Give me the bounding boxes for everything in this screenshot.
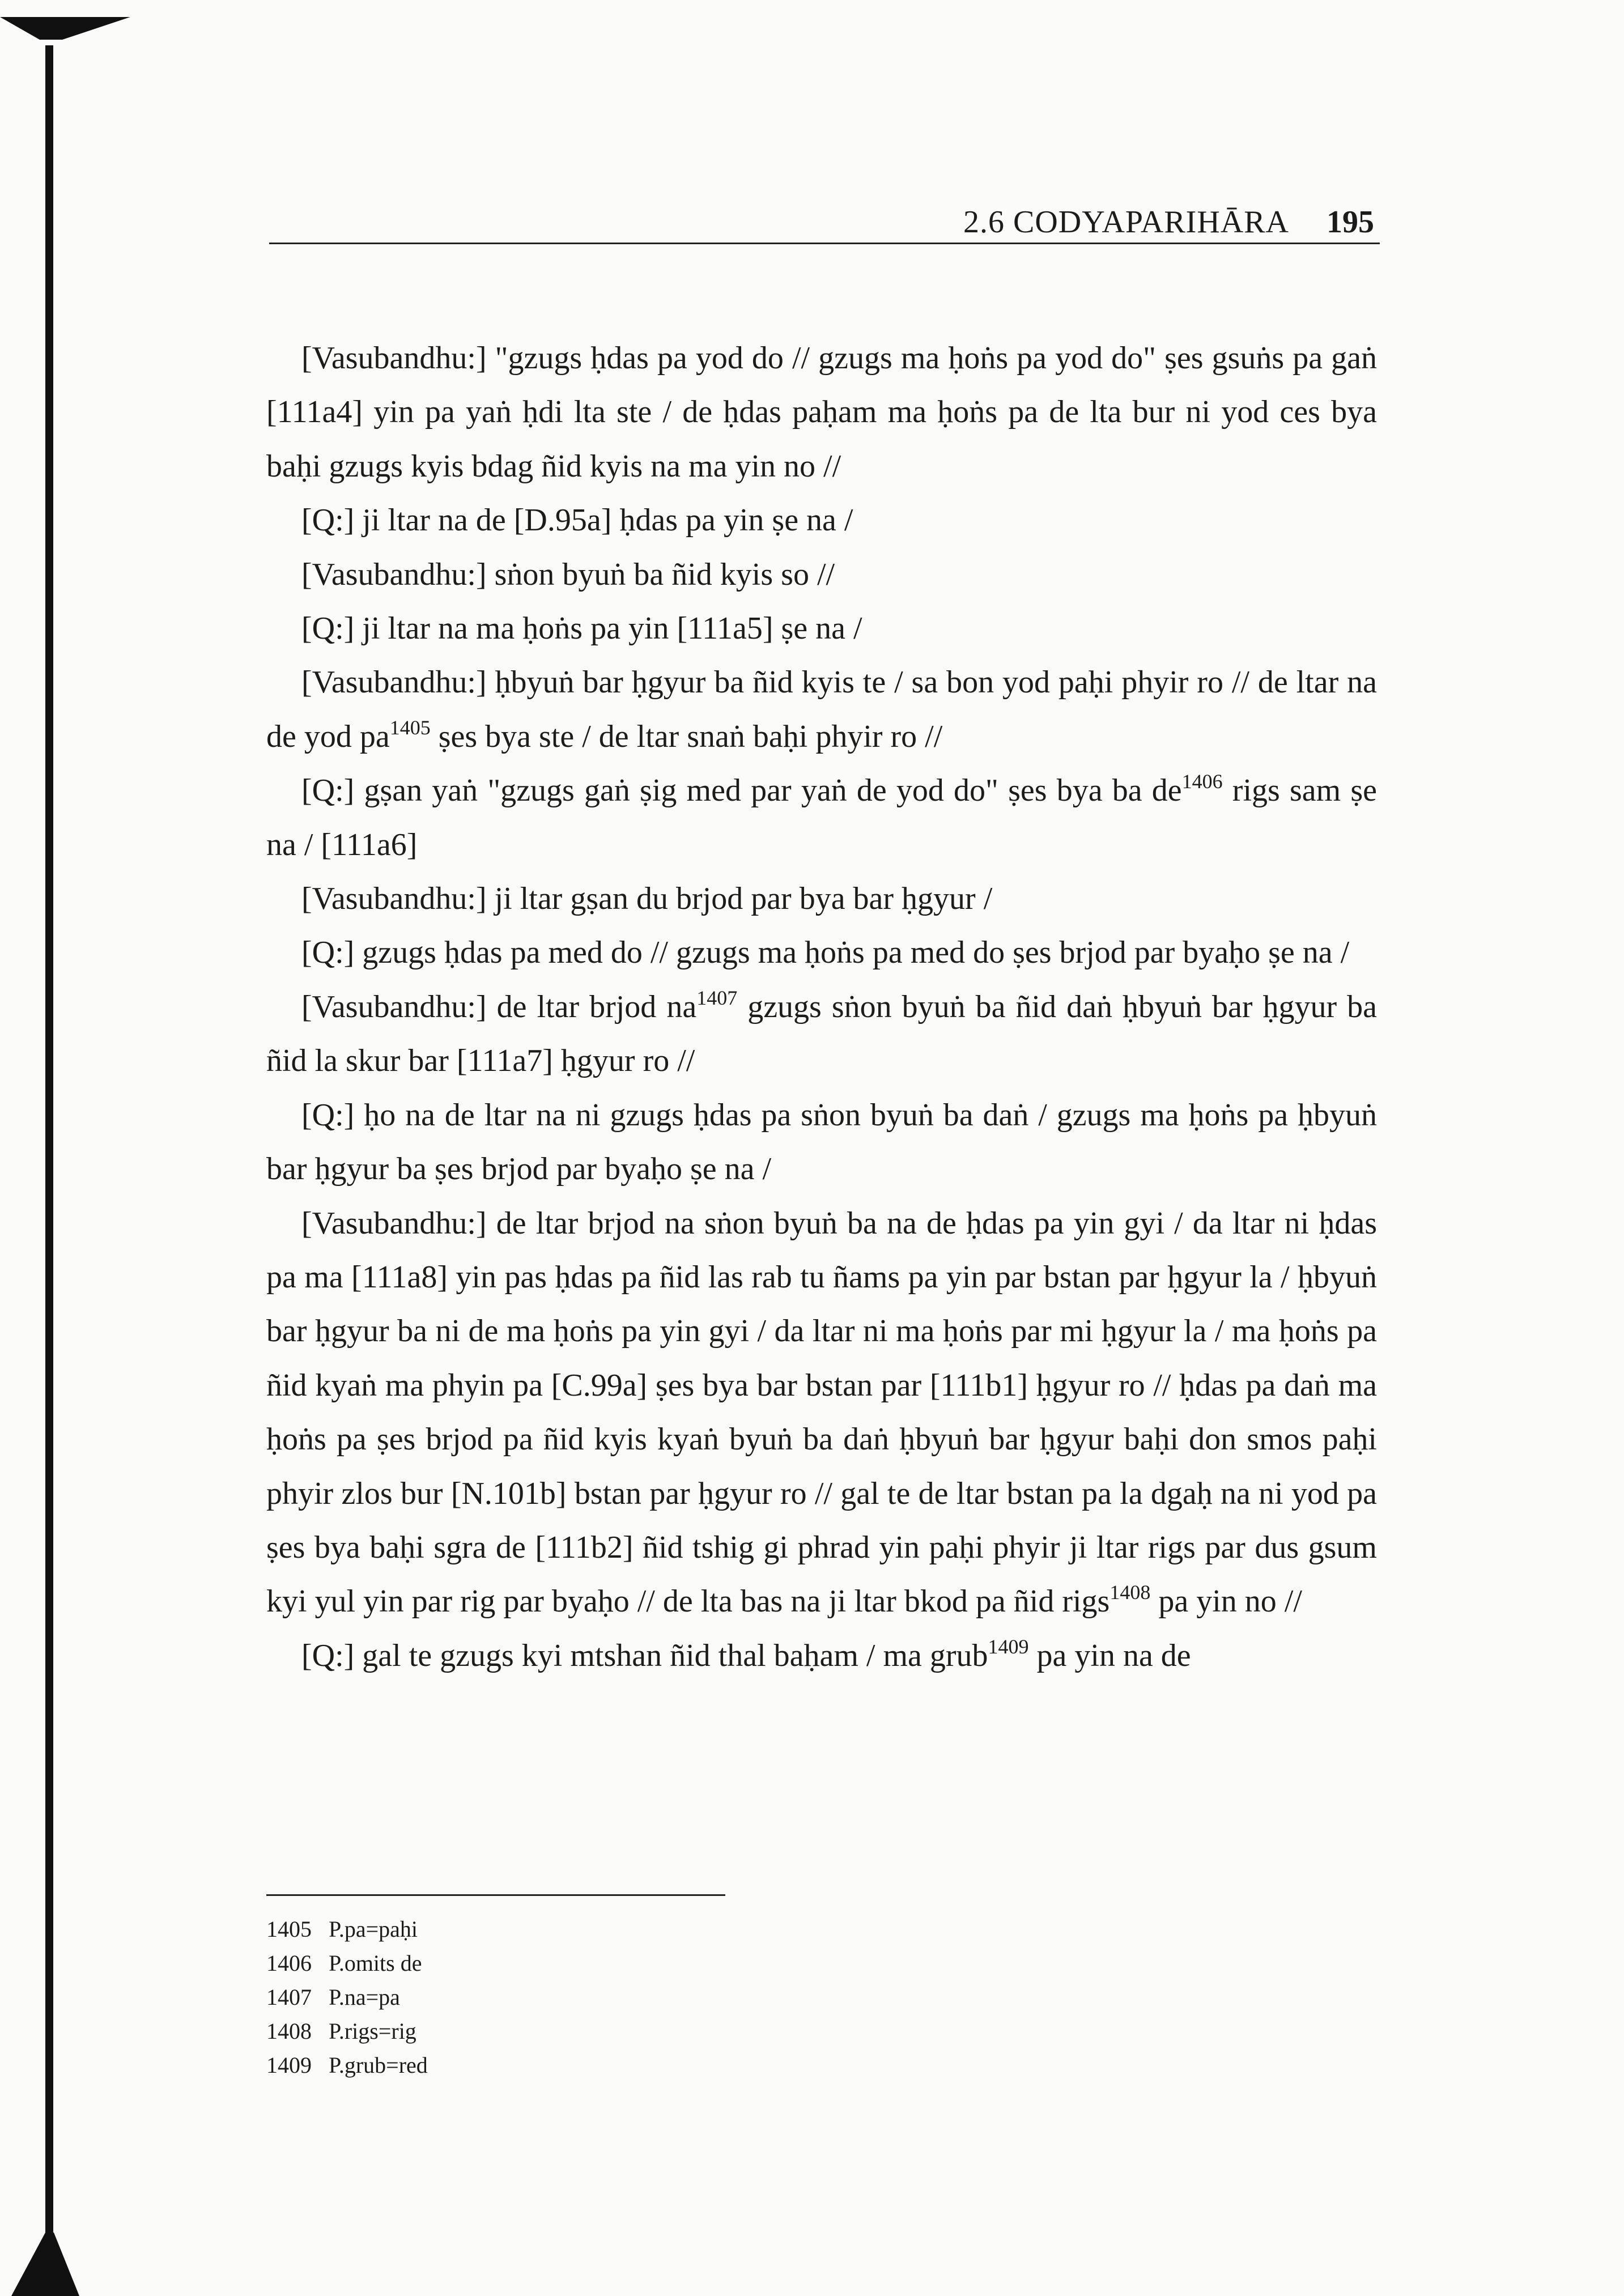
footnote-text: P.rigs=rig (329, 2018, 416, 2044)
footnote-number: 1406 (266, 1950, 312, 1976)
binding-edge-bottom (11, 2233, 79, 2296)
paragraph (266, 548, 1377, 602)
section-title: 2.6 CODYAPARIHĀRA (963, 205, 1289, 240)
paragraph (266, 494, 1377, 547)
footnote-text: P.omits de (329, 1950, 422, 1976)
running-header (269, 202, 1380, 244)
paragraph-text: [Vasubandhu:] ji ltar gṣan du brjod par bya bar ḥgyur / (301, 881, 993, 917)
body-text (266, 331, 1377, 1683)
paragraph-text: [Q:] gṣan yaṅ "gzugs gaṅ ṣig med par yaṅ de yod do" ṣes bya ba de (301, 773, 1182, 809)
binding-edge (45, 45, 53, 2278)
paragraph-text: [Q:] ḥo na de ltar na ni gzugs ḥdas pa sṅon byuṅ ba daṅ / gzugs ma ḥoṅs pa ḥbyuṅ bar ḥgyur ba ṣes brjod par byaḥo ṣe na / (266, 1097, 1377, 1187)
paragraph (266, 926, 1377, 980)
paragraph (266, 872, 1377, 926)
footnote-text: P.pa=paḥi (329, 1916, 418, 1942)
footnotes (266, 1912, 776, 2082)
paragraph-text: [Q:] ji ltar na ma ḥoṅs pa yin [111a5] ṣe na / (301, 611, 862, 647)
footnote-number: 1409 (266, 2052, 312, 2078)
footnote (266, 2014, 776, 2048)
binding-edge-top (0, 17, 130, 40)
footnote-number: 1407 (266, 1984, 312, 2010)
paragraph-text: [Q:] gzugs ḥdas pa med do // gzugs ma ḥoṅs pa med do ṣes brjod par byaḥo ṣe na / (301, 935, 1350, 971)
footnote-number: 1408 (266, 2018, 312, 2044)
footnote-marker: 1406 (1181, 770, 1223, 793)
footnote-marker: 1405 (389, 716, 431, 739)
paragraph (266, 1197, 1377, 1629)
paragraph-text: [Vasubandhu:] "gzugs ḥdas pa yod do // gzugs ma ḥoṅs pa yod do" ṣes gsuṅs pa gaṅ [111a4] yin pa yaṅ ḥdi lta ste / de ḥdas paḥam ma ḥoṅs pa de lta bur ni yod ces bya baḥi gzugs kyis bdag ñid kyis na ma yin no // (266, 341, 1377, 484)
page-number: 195 (1327, 205, 1374, 240)
paragraph-text: [Vasubandhu:] de ltar brjod na (301, 989, 697, 1024)
paragraph (266, 602, 1377, 656)
paragraph-text: [Vasubandhu:] ḥbyuṅ bar ḥgyur ba ñid kyis te / sa bon yod paḥi phyir ro // de ltar na de yod pa (266, 665, 1377, 754)
footnote-rule (266, 1894, 725, 1896)
footnote-marker: 1407 (696, 986, 738, 1009)
paragraph (266, 331, 1377, 494)
paragraph-text-continued: gzugs sṅon byuṅ ba ñid daṅ ḥbyuṅ bar ḥgyur ba ñid la skur bar [111a7] ḥgyur ro // (266, 989, 1378, 1079)
paragraph-text-continued: pa yin na de (1028, 1638, 1191, 1673)
paragraph-text: [Q:] ji ltar na de [D.95a] ḥdas pa yin ṣe na / (301, 503, 853, 538)
paragraph (266, 980, 1377, 1089)
footnote-number: 1405 (266, 1916, 312, 1942)
footnote (266, 2048, 776, 2082)
paragraph (266, 656, 1377, 764)
paragraph-text: [Q:] gal te gzugs kyi mtshan ñid thal baḥam / ma grub (301, 1638, 988, 1673)
footnote (266, 1980, 776, 2014)
footnote-text: P.na=pa (329, 1984, 400, 2010)
footnote-marker: 1408 (1109, 1581, 1151, 1604)
footnote-marker: 1409 (988, 1635, 1029, 1658)
paragraph (266, 1089, 1377, 1197)
paragraph (266, 1629, 1377, 1683)
paragraph-text-continued: ṣes bya ste / de ltar snaṅ baḥi phyir ro // (430, 718, 943, 754)
footnote-text: P.grub=red (329, 2052, 428, 2078)
footnote (266, 1946, 776, 1980)
paragraph-text-continued: rigs sam ṣe na / [111a6] (266, 773, 1378, 862)
paragraph-text-continued: pa yin no // (1150, 1584, 1302, 1619)
paragraph-text: [Vasubandhu:] sṅon byuṅ ba ñid kyis so // (301, 556, 835, 592)
footnote (266, 1912, 776, 1946)
paragraph (266, 764, 1377, 872)
paragraph-text: [Vasubandhu:] de ltar brjod na sṅon byuṅ ba na de ḥdas pa yin gyi / da ltar ni ḥdas pa ma [111a8] yin pas ḥdas pa ñid las rab tu ñams pa yin par bstan par ḥgyur la / ḥbyuṅ bar ḥgyur ba ni de ma ḥoṅs pa yin gyi / da ltar ni ma ḥoṅs par mi ḥgyur la / ma ḥoṅs pa ñid kyaṅ ma phyin pa [C.99a] ṣes bya bar bstan par [111b1] ḥgyur ro // ḥdas pa daṅ ma ḥoṅs pa ṣes brjod pa ñid kyis kyaṅ byuṅ ba daṅ ḥbyuṅ bar ḥgyur baḥi don smos paḥi phyir zlos bur [N.101b] bstan par ḥgyur ro // gal te de ltar bstan pa la dgaḥ na ni yod pa ṣes bya baḥi sgra de [111b2] ñid tshig gi phrad yin paḥi phyir ji ltar rigs par dus gsum kyi yul yin par rig par byaḥo // de lta bas na ji ltar bkod pa ñid rigs (266, 1205, 1377, 1619)
